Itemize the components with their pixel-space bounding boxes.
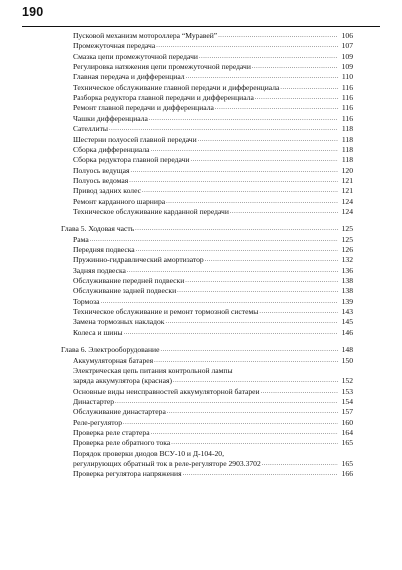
toc-entry-page: 116 [341,103,353,113]
chapter-heading [61,224,353,234]
toc-entry-title: Регулировка натяжения цепи промежуточной передачи [73,62,251,72]
dot-leader [142,187,338,196]
toc-entry-title: Проверка реле обратного тока [73,438,171,448]
toc-entry-page: 166 [341,469,353,479]
toc-entry [73,62,353,72]
toc-entry-page: 118 [341,155,353,165]
toc-entry-title: Династартер [73,396,115,406]
toc-entry-title: Техническое обслуживание карданной передачи [73,206,229,216]
toc-entry-title: Техническое обслуживание главной передачи и дифференциала [73,82,280,92]
dot-leader [199,53,338,62]
toc-entry-page: 165 [341,438,353,448]
toc-entry [73,207,353,217]
toc-entry-title: Проверка реле стартера [73,427,150,437]
toc-entry-title: Пусковой механизм мотороллера “Муравей” [73,31,218,40]
toc-entry-page: 160 [341,417,353,427]
toc-entry [73,145,353,155]
toc-entry-title: Колеса и шины [73,327,123,337]
dot-leader [167,408,338,417]
toc-entry-page: 110 [341,72,353,82]
toc-entry-page: 165 [341,459,353,468]
toc-entry-page: 118 [341,144,353,154]
dot-leader [186,73,338,82]
dot-leader [135,225,338,234]
toc-entry [73,72,353,82]
toc-entry-title: Проверка регулятора напряжения [73,469,182,479]
toc-entry-page: 124 [341,206,353,216]
toc-entry-page: 116 [341,113,353,123]
dot-leader [177,287,338,296]
toc-entry-title: Привод задних колес [73,186,141,196]
toc-entry [73,124,353,134]
toc-entry-page: 116 [341,82,353,92]
toc-entry-page: 138 [341,286,353,296]
dot-leader [124,329,338,338]
dot-leader [230,208,338,217]
toc-entry [73,407,353,417]
toc-entry-page: 106 [341,31,353,40]
dot-leader [151,146,338,155]
dot-leader [166,198,338,207]
dot-leader [183,470,338,479]
toc-entry-title: Шестерни полуосей главной передачи [73,134,197,144]
toc-entry [73,176,353,186]
dot-leader [123,419,338,428]
dot-leader [185,277,338,286]
toc-entry-title: Задняя подвеска [73,265,126,275]
toc-entry-title: Аккумуляторная батарея [73,355,154,365]
toc-entry-title: Чашки дифференциала [73,113,148,123]
toc-entry-title: Пружинно-гидравлический амортизатор [73,255,204,265]
dot-leader [101,298,338,307]
dot-leader [127,267,338,276]
toc-entry-title: Ремонт главной передачи и дифференциала [73,103,214,113]
toc-entry [73,93,353,103]
dot-leader [129,177,338,186]
toc-entry-page: 107 [341,41,353,51]
toc-entry-page: 153 [341,386,353,396]
toc-entry-title: Полуось ведомая [73,175,129,185]
toc-entry-title: Рама [73,234,89,244]
toc-entry-page: 150 [341,355,353,365]
toc-entry-title: Сателлиты [73,124,108,134]
toc-entry-title: Обслуживание задней подвески [73,286,177,296]
toc-entry [73,366,233,376]
toc-entry [73,376,353,386]
dot-leader [149,115,338,124]
toc-entry [73,387,353,397]
toc-entry-page: 125 [341,234,353,244]
toc-entry [73,155,353,165]
toc-entry [73,41,353,51]
toc-entry-title: Реле-регулятор [73,417,123,427]
page-number: 190 [22,5,44,19]
toc-entry-title: Разборка редуктора главной передачи и дифференциала [73,93,254,103]
dot-leader [259,308,338,317]
dot-leader [173,377,338,386]
toc-entry-page: 126 [341,245,353,254]
toc-entry-title: Сборка редуктора главной передачи [73,155,190,165]
toc-entry-title: Сборка дифференциала [73,144,150,154]
toc-entry-page: 125 [341,224,353,234]
toc-entry-title: Главная передача и дифференциал [73,72,185,82]
toc-entry [73,418,353,428]
toc-entry-title: Передняя подвеска [73,245,135,254]
toc-entry [73,266,353,276]
toc-entry-title: Порядок проверки диодов ВСУ-10 и Д-104-20, [73,448,224,458]
toc-entry [73,459,353,469]
toc-entry [73,297,353,307]
dot-leader [156,42,338,51]
toc-entry [73,52,353,62]
toc-entry-page: 118 [341,124,353,134]
toc-entry [73,114,353,124]
toc-entry-title: Полуось ведущая [73,165,130,175]
dot-leader [151,429,338,438]
toc-entry-title: заряда аккумулятора (красная) [73,376,172,386]
chapter-heading [61,345,353,355]
toc-entry-page: 109 [341,51,353,61]
toc-entry [73,276,353,286]
toc-entry [73,83,353,93]
dot-leader [190,156,338,165]
dot-leader [205,256,338,265]
toc-entry [73,103,353,113]
toc-entry-title: Глава 5. Ходовая часть [61,224,135,234]
dot-leader [218,32,338,41]
dot-leader [262,460,338,469]
toc-entry-page: 148 [341,345,353,355]
dot-leader [130,167,338,176]
toc-entry [73,438,353,448]
toc-entry-page: 164 [341,427,353,437]
toc-entry [73,197,353,207]
toc-entry-title: Электрическая цепь питания контрольной лампы [73,365,233,375]
toc-entry [73,135,353,145]
toc-entry-title: Тормоза [73,296,100,306]
dot-leader [160,346,338,355]
toc-entry [73,428,353,438]
toc-entry-title: Техническое обслуживание и ремонт тормозной системы [73,307,259,317]
toc-entry [73,397,353,407]
toc-entry-page: 138 [341,276,353,286]
dot-leader [198,136,338,145]
dot-leader [109,125,338,134]
dot-leader [136,246,338,255]
toc-entry-title: регулирующих обратный ток в реле-регуляторе 2903.3702 [73,459,261,468]
toc-entry-page: 121 [341,186,353,196]
toc-entry [73,31,353,41]
dot-leader [115,398,338,407]
toc-entry-page: 109 [341,62,353,72]
toc-entry [73,286,353,296]
toc-entry-page: 118 [341,134,353,144]
toc-entry-title: Обслуживание династартера [73,407,166,417]
toc-entry-page: 120 [341,165,353,175]
dot-leader [90,236,338,245]
toc-entry-title: Основные виды неисправностей аккумуляторной батареи [73,386,260,396]
toc-entry-page: 116 [341,93,353,103]
toc-entry-page: 154 [341,396,353,406]
toc-entry [73,255,353,265]
dot-leader [255,94,338,103]
toc-entry-title: Обслуживание передней подвески [73,276,185,286]
toc-entry-page: 139 [341,296,353,306]
toc-entry [73,469,353,479]
toc-entry-page: 157 [341,407,353,417]
toc-entry [73,245,353,255]
toc-entry-page: 132 [341,255,353,265]
dot-leader [280,84,338,93]
dot-leader [261,388,338,397]
toc-entry-page: 146 [341,327,353,337]
toc-entry [73,317,353,327]
toc-entry [73,186,353,196]
toc-entry-page: 136 [341,265,353,275]
header-rule [22,26,380,27]
toc-entry-title: Смазка цепи промежуточной передачи [73,51,198,61]
toc-entry-page: 145 [341,317,353,327]
toc-entry-page: 143 [341,307,353,317]
toc-entry-page: 124 [341,196,353,206]
toc-entry-title: Замена тормозных накладок [73,317,165,327]
toc-entry [73,356,353,366]
toc-entry [73,307,353,317]
toc-entry-page: 152 [341,376,353,386]
toc-entry-title: Ремонт карданного шарнира [73,196,166,206]
toc-entry [73,328,353,338]
toc-entry [73,449,224,459]
dot-leader [165,318,338,327]
dot-leader [154,357,338,366]
toc-entry [73,235,353,245]
dot-leader [252,63,338,72]
toc-entry-title: Глава 6. Электрооборудование [61,345,160,355]
dot-leader [171,439,338,448]
toc-entry-page: 121 [341,175,353,185]
toc-entry-title: Промежуточная передача [73,41,156,51]
toc-entry [73,166,353,176]
dot-leader [215,104,338,113]
